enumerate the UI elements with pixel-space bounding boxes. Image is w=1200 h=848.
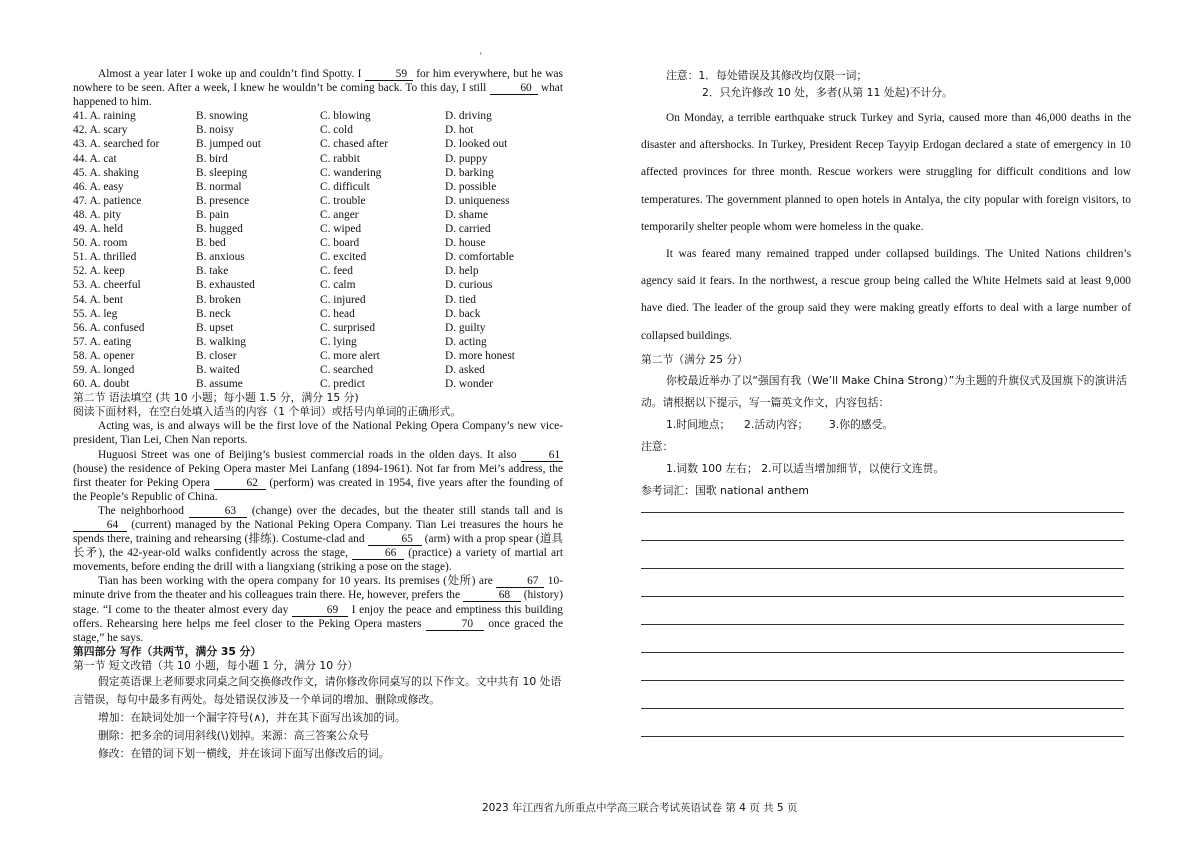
option-choice-c[interactable]: C. lying (320, 335, 357, 348)
option-choice-c[interactable]: C. cold (320, 124, 353, 137)
option-choice-a[interactable]: 47. A. patience (73, 194, 142, 207)
option-choice-c[interactable]: C. trouble (320, 194, 366, 207)
option-choice-d[interactable]: D. curious (445, 279, 493, 292)
blank-65[interactable]: 65 (368, 533, 422, 546)
option-choice-d[interactable]: D. guilty (445, 321, 486, 334)
option-row (73, 377, 563, 391)
option-row (73, 349, 563, 363)
blank-67[interactable]: 67 (496, 575, 544, 588)
option-row (73, 264, 563, 278)
option-choice-d[interactable]: D. house (445, 237, 486, 250)
rule-delete: 删除：把多余的词用斜线(\)划掉。来源：高三答案公众号 (98, 729, 370, 743)
option-choice-b[interactable]: B. pain (196, 208, 229, 221)
option-choice-a[interactable]: 49. A. held (73, 223, 123, 236)
option-choice-b[interactable]: B. exhausted (196, 279, 255, 292)
option-choice-a[interactable]: 44. A. cat (73, 152, 117, 165)
answer-line[interactable] (641, 736, 1124, 737)
option-choice-b[interactable]: B. bed (196, 237, 226, 250)
option-choice-a[interactable]: 48. A. pity (73, 208, 122, 221)
section-1-heading: 第一节 短文改错（共 10 小题，每小题 1 分，满分 10 分） (73, 658, 359, 672)
option-row (73, 123, 563, 137)
blank-69[interactable]: 69 (292, 604, 348, 617)
option-choice-c[interactable]: C. more alert (320, 349, 380, 362)
option-choice-b[interactable]: B. hugged (196, 223, 243, 236)
option-choice-c[interactable]: C. predict (320, 378, 365, 391)
cloze-passage-end: Almost a year later I woke up and couldn’t find Spotty. I 59 for him everywhere, but he was nowhere to be seen. After a week, I knew he wouldn’t be coming back. To this day, I still 60 what happened to him. (73, 68, 563, 109)
blank-66[interactable]: 66 (352, 547, 404, 560)
option-choice-a[interactable]: 58. A. opener (73, 349, 135, 362)
option-choice-b[interactable]: B. noisy (196, 124, 234, 137)
option-row (73, 278, 563, 292)
answer-line[interactable] (641, 624, 1124, 625)
option-choice-b[interactable]: B. presence (196, 194, 250, 207)
option-choice-d[interactable]: D. more honest (445, 349, 515, 362)
option-choice-b[interactable]: B. closer (196, 349, 237, 362)
option-choice-c[interactable]: C. head (320, 307, 355, 320)
grammar-para-1: Acting was, is and always will be the first love of the National Peking Opera Company’s new vice-president, Tian Lei, Chen Nan reports. (73, 420, 563, 447)
option-choice-c[interactable]: C. difficult (320, 180, 370, 193)
option-choice-a[interactable]: 56. A. confused (73, 321, 145, 334)
grammar-para-3: The neighborhood 63 (change) over the decades, but the theater still stands tall and is 64 (current) managed by the National Peking Opera Company. Tian Lei treasures the hours he spends there, training and rehearsing (排练). Costume-clad and 65 (arm) with a prop spear (道具长矛), the 42-year-old walks confidently across the stage, 66 (practice) a variety of martial art movements, before ending the drill with a liangxiang (striking a pose on the stage). (73, 504, 564, 574)
rule-modify: 修改：在错的词下划一横线，并在该词下面写出修改后的词。 (98, 747, 390, 761)
cloze-options-list (73, 109, 563, 391)
option-row (73, 321, 563, 335)
option-choice-c[interactable]: C. blowing (320, 110, 371, 123)
writing-notice: 1.词数 100 左右； 2.可以适当增加细节，以使行文连贯。 (666, 461, 945, 475)
option-choice-a[interactable]: 59. A. longed (73, 363, 135, 376)
option-choice-d[interactable]: D. shame (445, 208, 489, 221)
answer-line[interactable] (641, 512, 1124, 513)
option-choice-b[interactable]: B. walking (196, 335, 246, 348)
option-choice-b[interactable]: B. waited (196, 363, 240, 376)
option-choice-b[interactable]: B. normal (196, 180, 242, 193)
option-choice-b[interactable]: B. sleeping (196, 166, 248, 179)
option-choice-c[interactable]: C. surprised (320, 321, 376, 334)
option-choice-c[interactable]: C. board (320, 237, 360, 250)
answer-line[interactable] (641, 568, 1124, 569)
option-choice-d[interactable]: D. driving (445, 110, 492, 123)
writing-points: 1.时间地点； 2.活动内容； 3.你的感受。 (666, 417, 894, 431)
answer-line[interactable] (641, 596, 1124, 597)
option-choice-d[interactable]: D. carried (445, 223, 491, 236)
rule-add: 增加：在缺词处加一个漏字符号(∧)，并在其下面写出该加的词。 (98, 711, 406, 725)
option-row (73, 208, 563, 222)
option-choice-a[interactable]: 42. A. scary (73, 124, 128, 137)
blank-70[interactable]: 70 (426, 618, 484, 631)
option-choice-a[interactable]: 57. A. eating (73, 335, 132, 348)
option-choice-b[interactable]: B. broken (196, 293, 241, 306)
option-choice-d[interactable]: D. looked out (445, 138, 508, 151)
option-choice-a[interactable]: 51. A. thrilled (73, 251, 137, 264)
option-row (73, 180, 563, 194)
top-mark: ' (480, 51, 482, 61)
option-choice-d[interactable]: D. puppy (445, 152, 488, 165)
option-choice-c[interactable]: C. rabbit (320, 152, 360, 165)
option-choice-a[interactable]: 54. A. bent (73, 293, 123, 306)
option-choice-a[interactable]: 46. A. easy (73, 180, 124, 193)
option-choice-a[interactable]: 43. A. searched for (73, 138, 160, 151)
blank-62[interactable]: 62 (214, 477, 266, 490)
option-choice-b[interactable]: B. snowing (196, 110, 248, 123)
option-row (73, 152, 563, 166)
option-choice-b[interactable]: B. jumped out (196, 138, 261, 151)
option-choice-a[interactable]: 52. A. keep (73, 265, 125, 278)
section-2-instructions: 阅读下面材料，在空白处填入适当的内容（1 个单词）或括号内单词的正确形式。 (73, 405, 462, 419)
blank-63[interactable]: 63 (189, 505, 247, 518)
answer-line[interactable] (641, 680, 1124, 681)
option-row (73, 166, 563, 180)
right-column (641, 67, 1131, 737)
option-choice-d[interactable]: D. hot (445, 124, 474, 137)
writing-task: 你校最近举办了以“强国有我（We’ll Make China Strong）”为主题的升旗仪式及国旗下的演讲活动。请根据以下提示，写一篇英文作文，内容包括： (641, 373, 1127, 409)
option-choice-c[interactable]: C. wiped (320, 223, 362, 236)
option-choice-c[interactable]: C. injured (320, 293, 366, 306)
option-choice-c[interactable]: C. excited (320, 251, 367, 264)
option-choice-d[interactable]: D. comfortable (445, 251, 514, 264)
option-choice-c[interactable]: C. feed (320, 265, 353, 278)
answer-line[interactable] (641, 652, 1124, 653)
part-4-heading: 第四部分 写作（共两节，满分 35 分） (73, 644, 262, 658)
section-2-heading: 第二节 语法填空 (共 10 小题；每小题 1.5 分，满分 15 分) (73, 391, 359, 405)
blank-60[interactable]: 60 (490, 82, 538, 95)
note-2: 2．只允许修改 10 处，多者(从第 11 处起)不计分。 (702, 86, 953, 99)
option-choice-a[interactable]: 41. A. raining (73, 110, 136, 123)
option-row (73, 137, 563, 151)
page-footer: 2023 年江西省九所重点中学高三联合考试英语试卷 第 4 页 共 5 页 (482, 802, 798, 814)
option-row (73, 307, 563, 321)
option-choice-d[interactable]: D. barking (445, 166, 494, 179)
option-choice-c[interactable]: C. calm (320, 279, 356, 292)
blank-64[interactable]: 64 (73, 519, 127, 532)
essay-para-1: On Monday, a terrible earthquake struck Turkey and Syria, caused more than 46,000 deaths in the disaster and aftershocks. In Turkey, President Recep Tayyip Erdogan declared a state of emergency in 10 affected provinces for three month. Rescue workers were struggling for difficult conditions and low temperatures. The government planned to open hotels in Antalya, the city popular with foreign visitors, to temporarily shelter people whom were homeless in the quake. (641, 112, 1131, 233)
section-1-instructions: 假定英语课上老师要求同桌之间交换修改作文，请你修改你同桌写的以下作文。文中共有 10 处语言错误，每句中最多有两处。每处错误仅涉及一个单词的增加、删除或修改。 (73, 675, 562, 707)
writing-section-2-heading: 第二节（满分 25 分） (641, 352, 748, 366)
option-choice-c[interactable]: C. wandering (320, 166, 382, 179)
essay-para-2: It was feared many remained trapped under collapsed buildings. The United Nations children’s agency said it fears. In the northwest, a rescue group being called the White Helmets said at least 9,000 have died. The leader of the group said they were making greatly efforts to deal with a large number of collapsed buildings. (641, 248, 1131, 342)
option-choice-a[interactable]: 55. A. leg (73, 307, 118, 320)
left-column (73, 67, 563, 763)
option-row (73, 194, 563, 208)
option-choice-b[interactable]: B. upset (196, 321, 234, 334)
option-choice-a[interactable]: 50. A. room (73, 237, 128, 250)
grammar-para-2: Huguosi Street was one of Beijing’s busiest commercial roads in the olden days. It also 61 (house) the residence of Peking Opera master Mei Lanfang (1894-1961). Not far from Mei’s address, the first theater for Peking Opera 62 (perform) was created in 1954, five years after the founding of the People’s Republic of China. (73, 448, 563, 503)
option-choice-a[interactable]: 60. A. doubt (73, 378, 130, 391)
blank-68[interactable]: 68 (463, 589, 521, 602)
grammar-para-4: Tian has been working with the opera company for 10 years. Its premises (处所) are 67 10-minute drive from the theater and his colleagues train there. He, however, prefers the 68 (history) stage. “I come to the theater almost every day 69 I enjoy the peace and emptiness this building offers. Rehearsing here helps me feel closer to the Peking Opera masters 70 once graced the stage,” he says. (73, 575, 564, 644)
option-choice-b[interactable]: B. neck (196, 307, 231, 320)
option-row (73, 335, 563, 349)
option-choice-d[interactable]: D. tied (445, 293, 477, 306)
option-choice-b[interactable]: B. anxious (196, 251, 245, 264)
option-row (73, 250, 563, 264)
option-choice-a[interactable]: 53. A. cheerful (73, 279, 141, 292)
option-choice-d[interactable]: D. wonder (445, 378, 494, 391)
option-row (73, 109, 563, 123)
option-row (73, 363, 563, 377)
option-choice-d[interactable]: D. back (445, 307, 481, 320)
option-choice-d[interactable]: D. asked (445, 363, 485, 376)
option-choice-d[interactable]: D. possible (445, 180, 497, 193)
answer-line[interactable] (641, 708, 1124, 709)
blank-61[interactable]: 61 (521, 449, 563, 462)
option-choice-c[interactable]: C. chased after (320, 138, 388, 151)
option-choice-b[interactable]: B. assume (196, 378, 243, 391)
option-choice-d[interactable]: D. acting (445, 335, 487, 348)
note-1: 注意：1．每处错误及其修改均仅限一词； (666, 69, 868, 82)
option-row (73, 222, 563, 236)
option-choice-c[interactable]: C. searched (320, 363, 374, 376)
option-choice-a[interactable]: 45. A. shaking (73, 166, 139, 179)
option-row (73, 236, 563, 250)
blank-59[interactable]: 59 (365, 68, 413, 81)
option-choice-b[interactable]: B. take (196, 265, 229, 278)
option-choice-d[interactable]: D. uniqueness (445, 194, 510, 207)
vocabulary-hint: 参考词汇：国歌 national anthem (641, 483, 809, 497)
option-row (73, 293, 563, 307)
notice-label: 注意： (641, 439, 674, 453)
option-choice-d[interactable]: D. help (445, 265, 479, 278)
option-choice-b[interactable]: B. bird (196, 152, 228, 165)
answer-line[interactable] (641, 540, 1124, 541)
option-choice-c[interactable]: C. anger (320, 208, 359, 221)
answer-lines[interactable] (641, 512, 1131, 737)
